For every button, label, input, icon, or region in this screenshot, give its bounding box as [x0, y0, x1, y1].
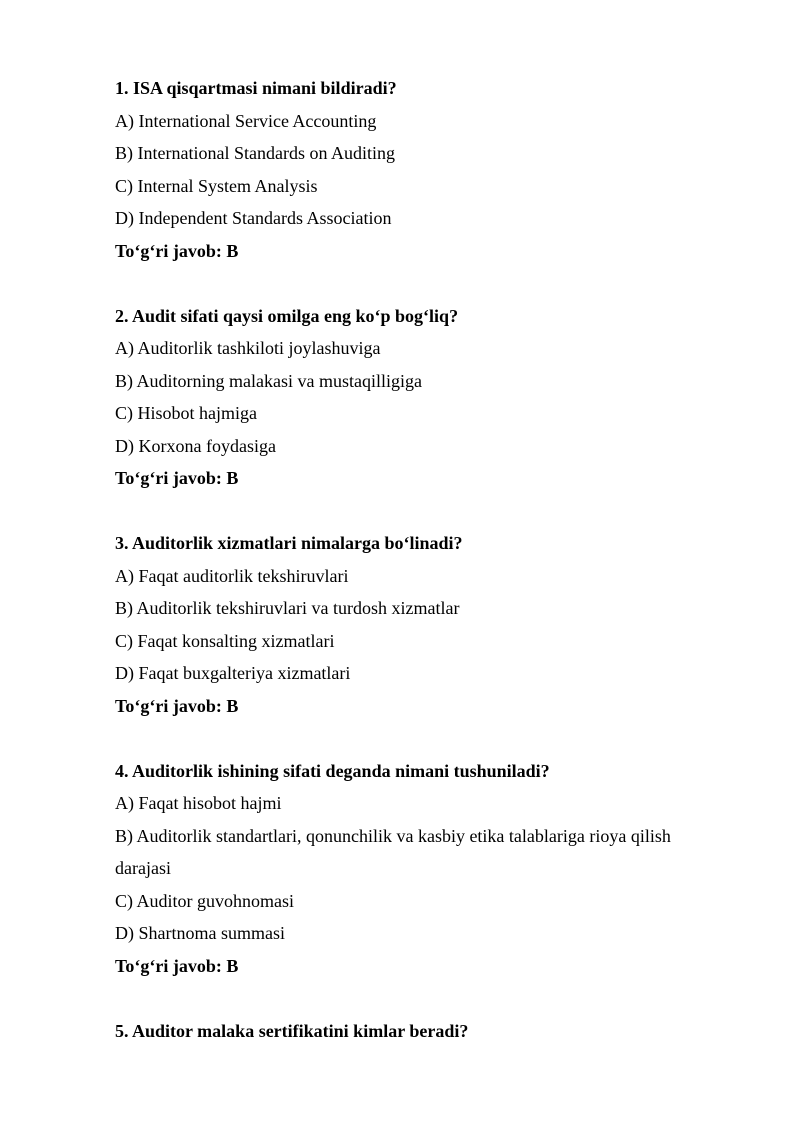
option-d: D) Korxona foydasiga	[115, 435, 276, 456]
correct-answer: To‘g‘ri javob: B	[115, 468, 239, 488]
option-a: A) International Service Accounting	[115, 110, 377, 131]
option-c: C) Hisobot hajmiga	[115, 403, 257, 423]
question-block-5	[115, 1015, 715, 1048]
question-block-3	[115, 527, 715, 722]
correct-answer: To‘g‘ri javob: B	[115, 955, 239, 976]
question-title: 1. ISA qisqartmasi nimani bildiradi?	[115, 78, 397, 98]
option-c: C) Internal System Analysis	[115, 175, 318, 196]
question-title: 4. Auditorlik ishining sifati deganda nimani tushuniladi?	[115, 760, 550, 781]
option-a: A) Faqat hisobot hajmi	[115, 793, 282, 813]
option-c: C) Auditor guvohnomasi	[115, 890, 294, 911]
correct-answer: To‘g‘ri javob: B	[115, 240, 239, 261]
question-title: 3. Auditorlik xizmatlari nimalarga bo‘linadi?	[115, 533, 463, 553]
option-d: D) Faqat buxgalteriya xizmatlari	[115, 663, 351, 683]
option-b: B) Auditorning malakasi va mustaqilligiga	[115, 370, 422, 391]
option-a: A) Auditorlik tashkiloti joylashuviga	[115, 338, 381, 358]
option-d: D) Shartnoma summasi	[115, 923, 285, 943]
document-page	[115, 72, 715, 1047]
question-block-2	[115, 300, 715, 495]
option-b: B) Auditorlik tekshiruvlari va turdosh xizmatlar	[115, 598, 460, 618]
question-title: 5. Auditor malaka sertifikatini kimlar beradi?	[115, 1020, 469, 1041]
question-block-1	[115, 72, 715, 267]
option-a: A) Faqat auditorlik tekshiruvlari	[115, 565, 349, 586]
option-b: B) Auditorlik standartlari, qonunchilik va kasbiy etika talablariga rioya qilish darajasi	[115, 825, 671, 878]
correct-answer: To‘g‘ri javob: B	[115, 695, 239, 716]
option-b: B) International Standards on Auditing	[115, 143, 395, 163]
question-title: 2. Audit sifati qaysi omilga eng ko‘p bog‘liq?	[115, 305, 459, 326]
option-d: D) Independent Standards Association	[115, 208, 392, 228]
question-block-4	[115, 755, 715, 983]
option-c: C) Faqat konsalting xizmatlari	[115, 630, 335, 651]
